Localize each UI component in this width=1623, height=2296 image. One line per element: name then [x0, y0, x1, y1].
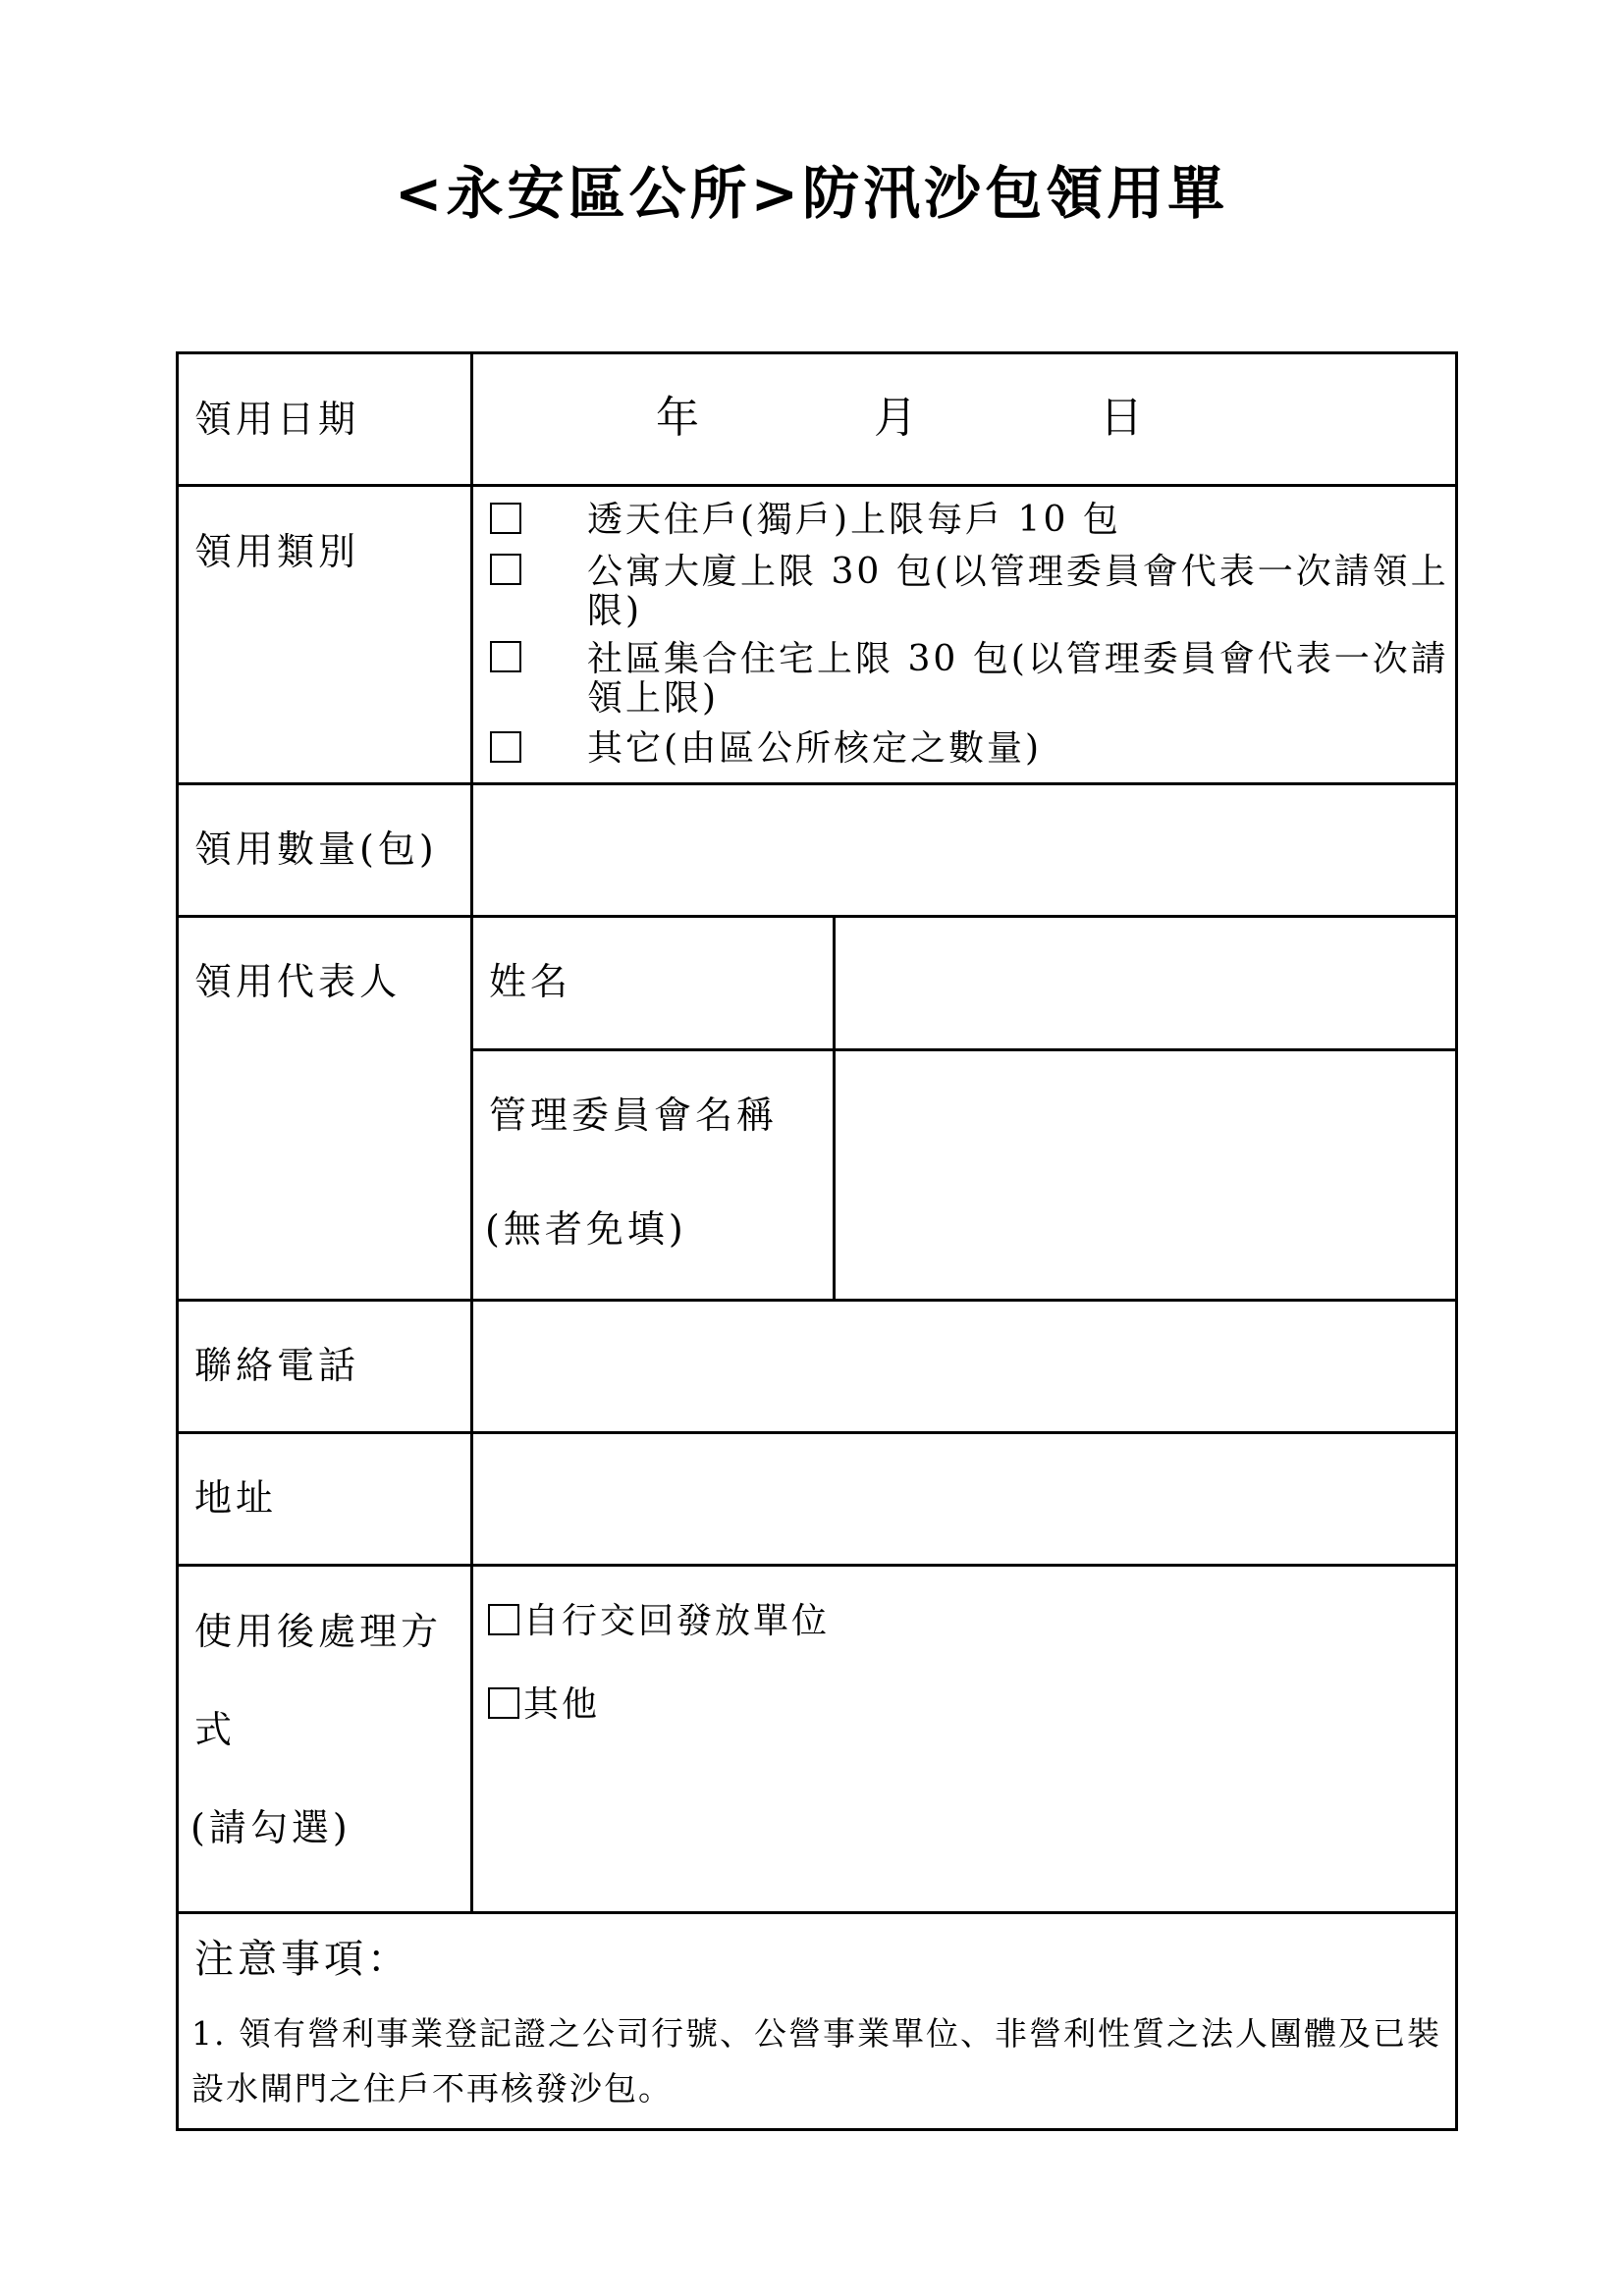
- category-option-community: 社區集合住宅上限 30 包(以管理委員會代表一次請領上限): [587, 639, 1449, 719]
- address-field[interactable]: [476, 1434, 1452, 1562]
- representative-label: 領用代表人: [194, 960, 402, 1003]
- table-border-bottom: [176, 2128, 1458, 2131]
- phone-field[interactable]: [476, 1302, 1452, 1429]
- table-border-right: [1455, 351, 1458, 2131]
- disposal-option-return: 自行交回發放單位: [523, 1601, 831, 1641]
- phone-label: 聯絡電話: [194, 1344, 360, 1387]
- notes-heading: 注意事項：: [194, 1937, 410, 1982]
- category-option-apartment: 公寓大廈上限 30 包(以管理委員會代表一次請領上限): [587, 552, 1449, 631]
- row-divider: [176, 1564, 1458, 1567]
- column-divider: [833, 915, 836, 1302]
- category-option-other: 其它(由區公所核定之數量): [587, 728, 1043, 769]
- disposal-label-cont: 式: [194, 1708, 237, 1751]
- category-checkbox-other[interactable]: [490, 731, 521, 763]
- representative-name-label: 姓名: [489, 960, 572, 1003]
- row-divider: [176, 1911, 1458, 1914]
- disposal-checkbox-other[interactable]: [488, 1687, 519, 1719]
- date-year-field[interactable]: 年: [656, 393, 703, 443]
- disposal-checkbox-return[interactable]: [488, 1604, 519, 1635]
- date-label: 領用日期: [194, 398, 360, 441]
- column-divider: [470, 351, 473, 1914]
- notes-item: 1. 領有營利事業登記證之公司行號、公營事業單位、非營利性質之法人團體及已裝設水閘門之住戶不再核發沙包。: [191, 2014, 1441, 2109]
- category-checkbox-apartment[interactable]: [490, 554, 521, 585]
- committee-name-note: (無者免填): [485, 1207, 687, 1251]
- row-divider: [176, 484, 1458, 487]
- category-option-detached: 透天住戶(獨戶)上限每戶 10 包: [587, 500, 1121, 540]
- disposal-label: 使用後處理方: [194, 1610, 443, 1653]
- quantity-label: 領用數量(包): [194, 828, 438, 871]
- disposal-option-other: 其他: [523, 1684, 601, 1725]
- committee-name-field[interactable]: [839, 1051, 1452, 1297]
- category-checkbox-community[interactable]: [490, 641, 521, 672]
- page-title: <永安區公所>防汛沙包領用單: [394, 160, 1229, 227]
- representative-name-field[interactable]: [839, 918, 1452, 1046]
- date-month-field[interactable]: 月: [874, 393, 921, 443]
- committee-name-label: 管理委員會名稱: [489, 1094, 779, 1137]
- table-border-left: [176, 351, 179, 2131]
- address-label: 地址: [194, 1476, 278, 1520]
- date-day-field[interactable]: 日: [1100, 393, 1147, 443]
- disposal-label-note: (請勾選): [190, 1806, 352, 1849]
- table-border-top: [176, 351, 1458, 354]
- quantity-field[interactable]: [476, 785, 1452, 912]
- category-label: 領用類別: [194, 530, 360, 573]
- category-checkbox-detached[interactable]: [490, 503, 521, 534]
